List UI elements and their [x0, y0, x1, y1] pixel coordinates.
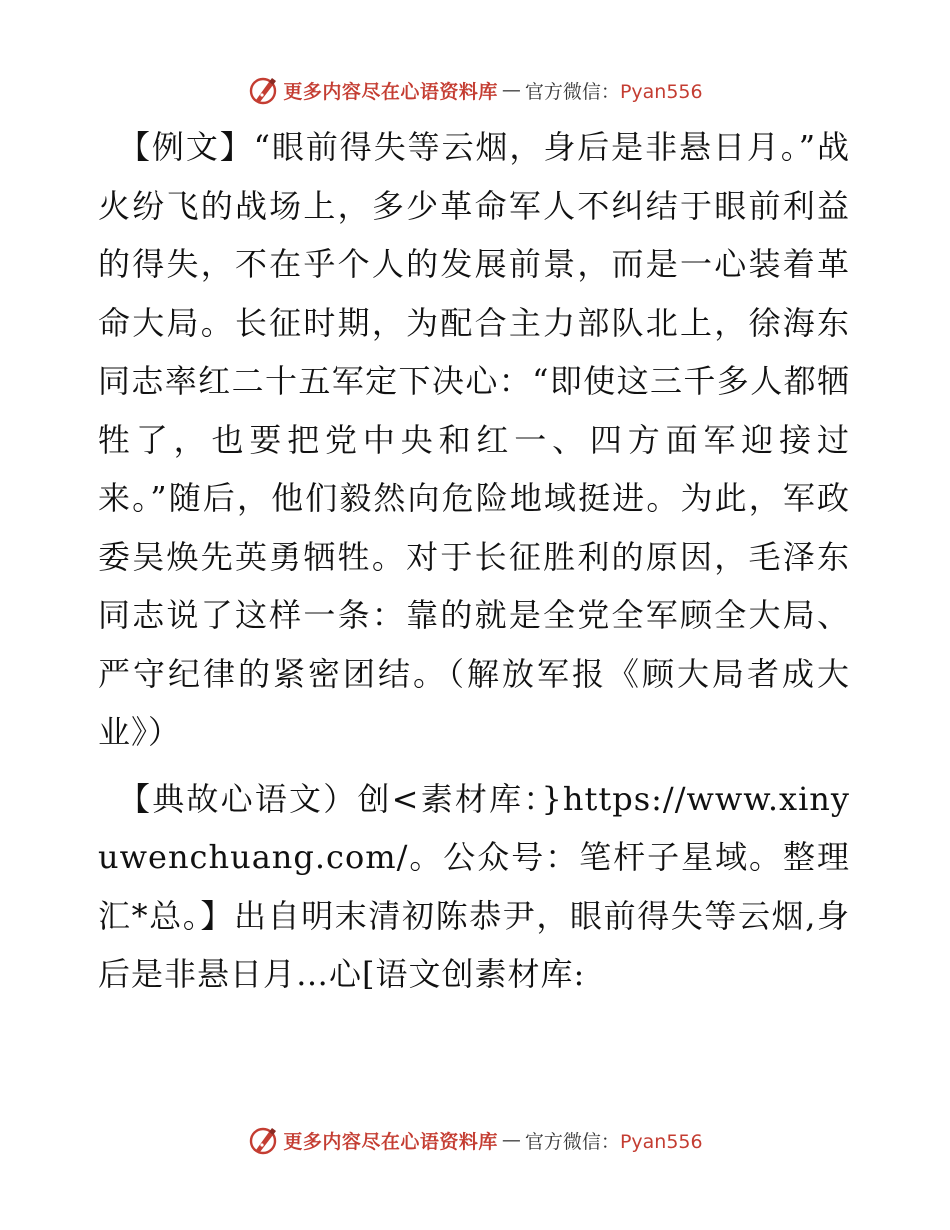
pen-nib-logo-icon [247, 1124, 279, 1156]
footer-banner [0, 1120, 950, 1160]
banner-contact-id: Pyan556 [619, 80, 703, 103]
pen-nib-logo-icon [247, 74, 279, 106]
banner-separator: — [501, 1129, 521, 1151]
article-body [98, 118, 850, 1004]
paragraph-source: 【典故心语文）创<素材库：}https://www.xinyuwenchuang.com/。公众号：笔杆子星域。整理汇*总。】出自明末清初陈恭尹，眼前得失等云烟,身后是非悬日月…心[语文创素材库: [98, 779, 850, 993]
banner-separator: — [501, 79, 521, 101]
banner-title: 更多内容尽在心语资料库 [283, 80, 498, 103]
banner-title: 更多内容尽在心语资料库 [283, 1130, 498, 1153]
banner-contact-label: 官方微信： [524, 1130, 620, 1153]
header-banner [0, 70, 950, 110]
paragraph-example: 【例文】“眼前得失等云烟，身后是非悬日月。”战火纷飞的战场上，多少革命军人不纠结于眼前利益的得失，不在乎个人的发展前景，而是一心装着革命大局。长征时期，为配合主力部队北上，徐海东同志率红二十五军定下决心：“即使这三千多人都牺牲了，也要把党中央和红一、四方面军迎接过来。”随后，他们毅然向危险地域挺进。为此，军政委吴焕先英勇牺牲。对于长征胜利的原因，毛泽东同志说了这样一条：靠的就是全党全军顾全大局、严守纪律的紧密团结。（解放军报《顾大局者成大业》） [98, 128, 850, 751]
banner-contact-label: 官方微信： [524, 80, 620, 103]
banner-contact-id: Pyan556 [619, 1130, 703, 1153]
banner-contact [525, 1127, 703, 1154]
banner-contact [525, 77, 703, 104]
